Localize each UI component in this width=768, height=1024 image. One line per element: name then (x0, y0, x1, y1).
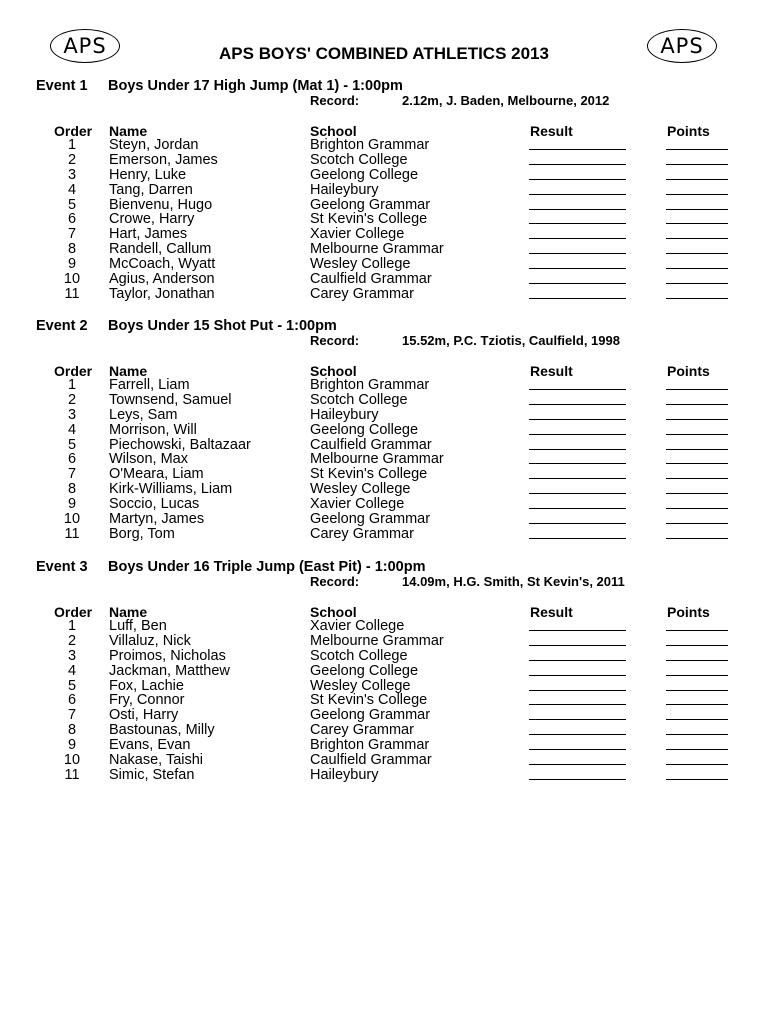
result-blank-line (529, 645, 626, 646)
event-record (310, 93, 609, 108)
table-row (0, 679, 768, 694)
entry-order: 1 (67, 377, 77, 393)
result-blank-line (529, 660, 626, 661)
table-row (0, 168, 768, 183)
table-row (0, 227, 768, 242)
table-row (0, 527, 768, 542)
event-title: Boys Under 15 Shot Put - 1:00pm (108, 318, 337, 334)
points-blank-line (666, 779, 728, 780)
table-row (0, 393, 768, 408)
entry-order: 2 (67, 151, 77, 168)
table-row (0, 664, 768, 679)
table-row (0, 693, 768, 708)
result-blank-line (529, 389, 626, 390)
table-row (0, 708, 768, 723)
event-title: Boys Under 17 High Jump (Mat 1) - 1:00pm (108, 78, 403, 94)
entry-order: 8 (67, 481, 77, 498)
entry-school: Brighton Grammar (310, 377, 430, 393)
result-blank-line (529, 719, 626, 720)
entry-name: Borg, Tom (109, 525, 175, 542)
record-value: 14.09m, H.G. Smith, St Kevin's, 2011 (402, 574, 625, 589)
entry-name: Villaluz, Nick (109, 632, 191, 649)
record-label: Record: (310, 93, 360, 108)
page-title: APS BOYS' COMBINED ATHLETICS 2013 (219, 44, 549, 63)
entry-order: 5 (67, 196, 77, 213)
column-header-order: Order (54, 123, 93, 139)
event-record (310, 574, 625, 589)
entry-name: Crowe, Harry (109, 211, 195, 228)
column-header-points: Points (667, 604, 710, 620)
points-blank-line (666, 434, 728, 435)
column-header-school: School (310, 123, 357, 139)
result-blank-line (529, 675, 626, 676)
entry-school: Wesley College (310, 481, 411, 498)
result-blank-line (529, 493, 626, 494)
entry-name: Morrison, Will (109, 421, 197, 438)
entry-school: St Kevin's College (310, 466, 428, 483)
entry-school: Caulfield Grammar (310, 752, 432, 769)
entry-school: Scotch College (310, 151, 408, 168)
result-blank-line (529, 463, 626, 464)
table-row (0, 512, 768, 527)
entry-name: Taylor, Jonathan (109, 285, 215, 302)
entry-name: Osti, Harry (109, 707, 179, 724)
table-row (0, 452, 768, 467)
entry-name: Evans, Evan (109, 737, 191, 754)
entry-name: Bienvenu, Hugo (109, 196, 213, 213)
entry-order: 3 (67, 406, 77, 423)
points-blank-line (666, 223, 728, 224)
result-blank-line (529, 238, 626, 239)
entry-order: 4 (67, 662, 77, 679)
record-value: 2.12m, J. Baden, Melbourne, 2012 (402, 93, 610, 108)
points-blank-line (666, 209, 728, 210)
points-blank-line (666, 268, 728, 269)
entry-order: 1 (67, 618, 77, 634)
aps-logo-right-text: APS (660, 34, 704, 58)
result-blank-line (529, 779, 626, 780)
entry-order: 2 (67, 632, 77, 649)
points-blank-line (666, 164, 728, 165)
entry-school: Geelong Grammar (310, 707, 431, 724)
column-header-name: Name (109, 363, 148, 379)
entry-list (0, 138, 768, 302)
entry-list (0, 619, 768, 783)
aps-logo-left-text: APS (63, 34, 107, 58)
result-blank-line (529, 538, 626, 539)
points-blank-line (666, 508, 728, 509)
points-blank-line (666, 449, 728, 450)
result-blank-line (529, 223, 626, 224)
entry-name: Nakase, Taishi (109, 752, 204, 769)
event-number: Event 3 (36, 559, 88, 575)
table-row (0, 619, 768, 634)
result-blank-line (529, 734, 626, 735)
table-row (0, 738, 768, 753)
result-blank-line (529, 704, 626, 705)
result-blank-line (529, 690, 626, 691)
entry-order: 10 (63, 752, 81, 769)
result-blank-line (529, 749, 626, 750)
entry-school: Caulfield Grammar (310, 271, 432, 288)
entry-school: Scotch College (310, 391, 408, 408)
entry-order: 5 (67, 436, 77, 453)
entry-name: Bastounas, Milly (109, 722, 215, 739)
points-blank-line (666, 478, 728, 479)
entry-order: 7 (67, 466, 77, 483)
table-row (0, 153, 768, 168)
points-blank-line (666, 630, 728, 631)
entry-order: 1 (67, 137, 77, 153)
table-row (0, 482, 768, 497)
result-blank-line (529, 508, 626, 509)
entry-name: Emerson, James (109, 151, 218, 168)
entry-order: 3 (67, 647, 77, 664)
event-number: Event 2 (36, 318, 88, 334)
entry-name: Hart, James (109, 226, 188, 243)
column-header-school: School (310, 604, 357, 620)
entry-order: 10 (63, 271, 81, 288)
entry-name: Luff, Ben (109, 618, 167, 634)
entry-order: 11 (64, 766, 80, 783)
points-blank-line (666, 283, 728, 284)
entry-order: 6 (67, 211, 77, 228)
result-blank-line (529, 283, 626, 284)
entry-name: Fry, Connor (109, 692, 185, 709)
points-blank-line (666, 645, 728, 646)
points-blank-line (666, 238, 728, 239)
table-row (0, 768, 768, 783)
entry-order: 9 (67, 737, 77, 754)
entry-order: 6 (67, 692, 77, 709)
table-row (0, 212, 768, 227)
entry-school: Geelong Grammar (310, 511, 431, 528)
result-blank-line (529, 449, 626, 450)
table-row (0, 242, 768, 257)
table-row (0, 634, 768, 649)
entry-school: Carey Grammar (310, 722, 414, 739)
column-header-points: Points (667, 123, 710, 139)
points-blank-line (666, 734, 728, 735)
event-heading (36, 318, 337, 334)
entry-school: Melbourne Grammar (310, 632, 444, 649)
table-row (0, 649, 768, 664)
result-blank-line (529, 404, 626, 405)
entry-name: Townsend, Samuel (109, 391, 232, 408)
entry-school: Carey Grammar (310, 285, 414, 302)
record-label: Record: (310, 574, 360, 589)
entry-name: Agius, Anderson (109, 271, 215, 288)
record-label: Record: (310, 333, 360, 348)
entry-order: 7 (67, 707, 77, 724)
points-blank-line (666, 690, 728, 691)
entry-order: 2 (67, 391, 77, 408)
points-blank-line (666, 493, 728, 494)
result-blank-line (529, 149, 626, 150)
table-row (0, 438, 768, 453)
entry-order: 8 (67, 241, 77, 258)
entry-school: Geelong Grammar (310, 196, 431, 213)
column-header-order: Order (54, 363, 93, 379)
table-row (0, 378, 768, 393)
table-row (0, 753, 768, 768)
table-row (0, 408, 768, 423)
column-header-points: Points (667, 363, 710, 379)
points-blank-line (666, 523, 728, 524)
entry-name: Soccio, Lucas (109, 496, 200, 513)
table-row (0, 183, 768, 198)
column-header-name: Name (109, 123, 148, 139)
event-heading (36, 559, 425, 575)
result-blank-line (529, 434, 626, 435)
entry-order: 11 (64, 525, 80, 542)
table-row (0, 138, 768, 153)
entry-order: 7 (67, 226, 77, 243)
entry-school: Wesley College (310, 256, 411, 273)
entry-school: Wesley College (310, 677, 411, 694)
entry-school: Carey Grammar (310, 525, 414, 542)
result-blank-line (529, 253, 626, 254)
entry-order: 9 (67, 496, 77, 513)
column-header-result: Result (530, 363, 573, 379)
points-blank-line (666, 389, 728, 390)
column-header-result: Result (530, 123, 573, 139)
result-blank-line (529, 478, 626, 479)
result-blank-line (529, 209, 626, 210)
points-blank-line (666, 704, 728, 705)
entry-school: Xavier College (310, 496, 405, 513)
points-blank-line (666, 719, 728, 720)
result-blank-line (529, 164, 626, 165)
entry-name: Randell, Callum (109, 241, 212, 258)
entry-school: St Kevin's College (310, 211, 428, 228)
result-blank-line (529, 419, 626, 420)
entry-name: Tang, Darren (109, 181, 193, 198)
table-row (0, 497, 768, 512)
entry-school: Xavier College (310, 226, 405, 243)
points-blank-line (666, 404, 728, 405)
points-blank-line (666, 298, 728, 299)
entry-school: Geelong College (310, 662, 419, 679)
entry-list (0, 378, 768, 542)
entry-school: Xavier College (310, 618, 405, 634)
points-blank-line (666, 675, 728, 676)
entry-name: Piechowski, Baltazaar (109, 436, 251, 453)
aps-logo-right (647, 29, 717, 63)
entry-order: 10 (63, 511, 81, 528)
entry-name: Farrell, Liam (109, 377, 190, 393)
entry-name: Simic, Stefan (109, 766, 195, 783)
entry-school: Brighton Grammar (310, 137, 430, 153)
column-header-school: School (310, 363, 357, 379)
entry-name: Henry, Luke (109, 166, 187, 183)
result-blank-line (529, 268, 626, 269)
entry-name: Martyn, James (109, 511, 205, 528)
points-blank-line (666, 538, 728, 539)
table-row (0, 287, 768, 302)
points-blank-line (666, 419, 728, 420)
entry-name: Wilson, Max (109, 451, 188, 468)
result-blank-line (529, 298, 626, 299)
entry-school: Haileybury (310, 406, 379, 423)
points-blank-line (666, 179, 728, 180)
table-row (0, 257, 768, 272)
column-header-name: Name (109, 604, 148, 620)
entry-school: Scotch College (310, 647, 408, 664)
points-blank-line (666, 149, 728, 150)
entry-order: 6 (67, 451, 77, 468)
points-blank-line (666, 749, 728, 750)
entry-school: Caulfield Grammar (310, 436, 432, 453)
table-row (0, 723, 768, 738)
points-blank-line (666, 660, 728, 661)
entry-school: St Kevin's College (310, 692, 428, 709)
event-title: Boys Under 16 Triple Jump (East Pit) - 1:00pm (108, 559, 426, 575)
event-heading (36, 78, 403, 94)
column-header-order: Order (54, 604, 93, 620)
table-row (0, 198, 768, 213)
entry-order: 4 (67, 181, 77, 198)
entry-name: McCoach, Wyatt (109, 256, 216, 273)
entry-school: Brighton Grammar (310, 737, 430, 754)
points-blank-line (666, 253, 728, 254)
entry-name: Proimos, Nicholas (109, 647, 226, 664)
entry-name: O'Meara, Liam (109, 466, 204, 483)
table-row (0, 423, 768, 438)
result-blank-line (529, 179, 626, 180)
result-blank-line (529, 764, 626, 765)
entry-name: Fox, Lachie (109, 677, 184, 694)
record-value: 15.52m, P.C. Tziotis, Caulfield, 1998 (402, 333, 620, 348)
table-row (0, 467, 768, 482)
entry-school: Haileybury (310, 766, 379, 783)
event-number: Event 1 (36, 78, 88, 94)
result-blank-line (529, 194, 626, 195)
entry-name: Kirk-Williams, Liam (109, 481, 233, 498)
entry-order: 11 (64, 285, 80, 302)
result-blank-line (529, 630, 626, 631)
entry-order: 3 (67, 166, 77, 183)
event-record (310, 333, 620, 348)
points-blank-line (666, 194, 728, 195)
entry-name: Jackman, Matthew (109, 662, 230, 679)
points-blank-line (666, 764, 728, 765)
entry-school: Haileybury (310, 181, 379, 198)
entry-name: Steyn, Jordan (109, 137, 199, 153)
entry-school: Geelong College (310, 421, 419, 438)
entry-order: 4 (67, 421, 77, 438)
entry-order: 8 (67, 722, 77, 739)
entry-order: 5 (67, 677, 77, 694)
entry-name: Leys, Sam (109, 406, 178, 423)
result-blank-line (529, 523, 626, 524)
entry-school: Melbourne Grammar (310, 241, 444, 258)
entry-school: Geelong College (310, 166, 419, 183)
table-row (0, 272, 768, 287)
column-header-result: Result (530, 604, 573, 620)
entry-order: 9 (67, 256, 77, 273)
entry-school: Melbourne Grammar (310, 451, 444, 468)
points-blank-line (666, 463, 728, 464)
